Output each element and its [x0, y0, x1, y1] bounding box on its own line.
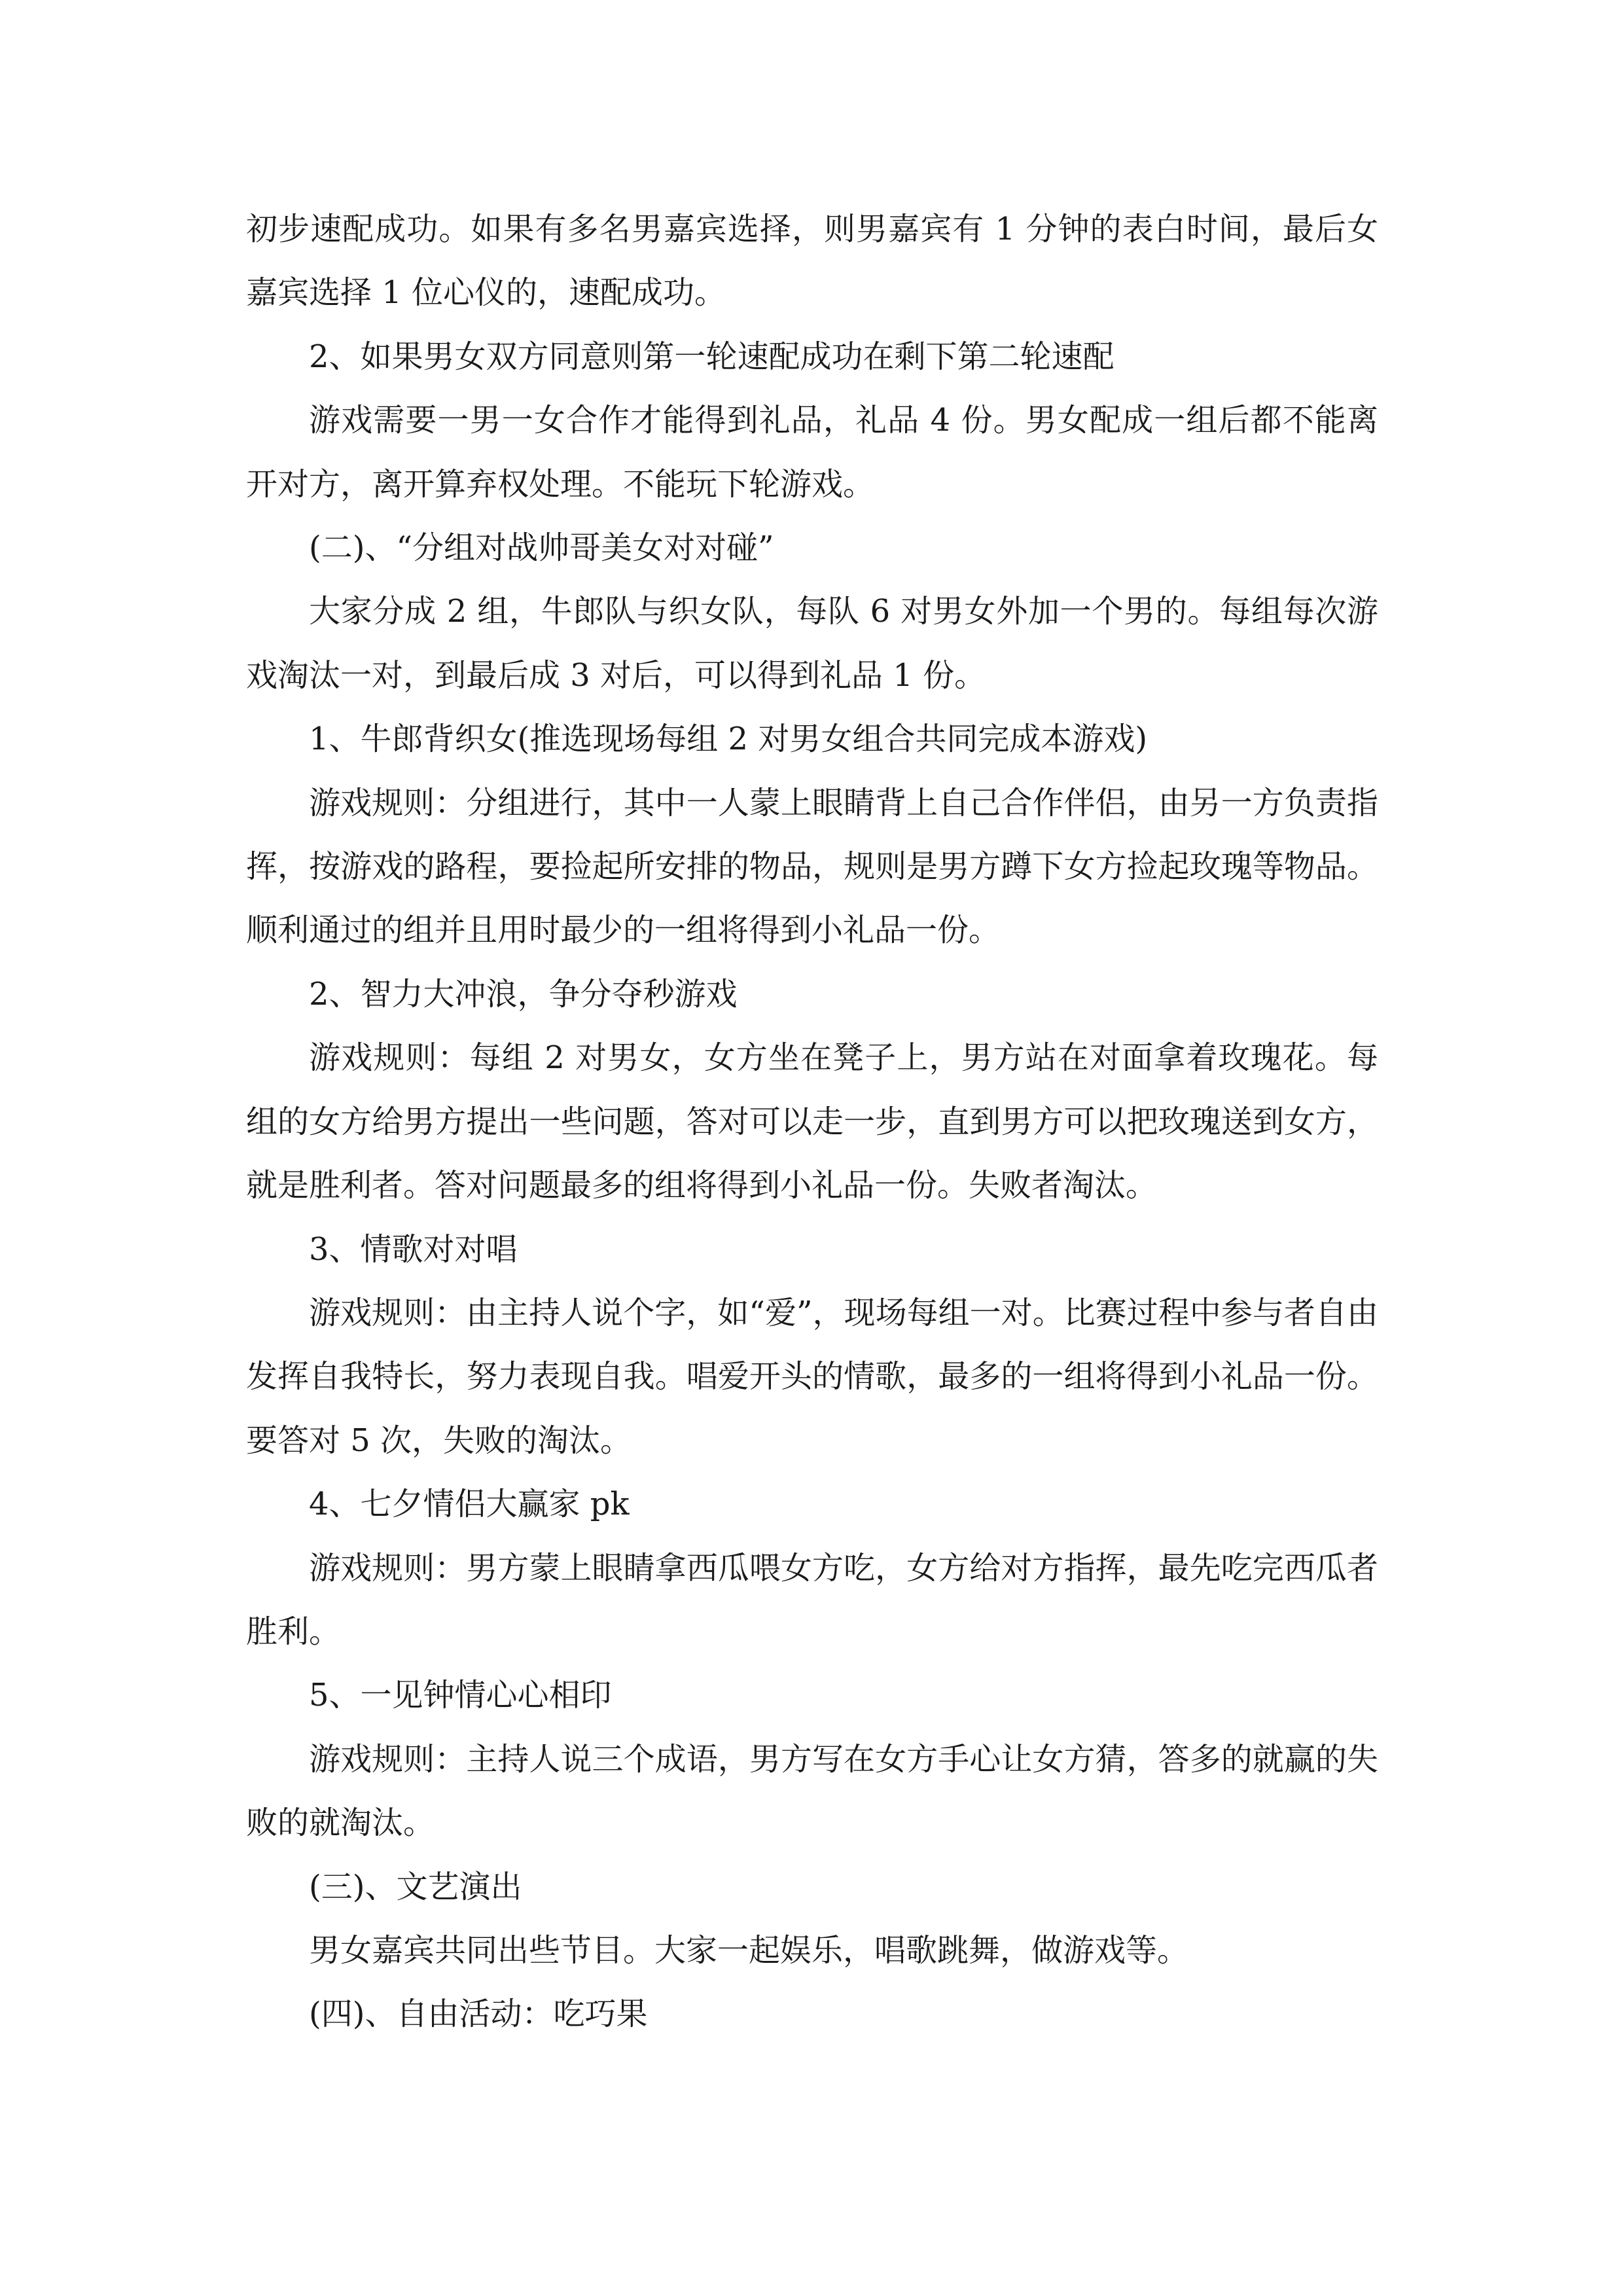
game-rule-4: 游戏规则：男方蒙上眼睛拿西瓜喂女方吃，女方给对方指挥，最先吃完西瓜者胜利。: [246, 1549, 1378, 1650]
game-title-1: 1、牛郎背织女(推选现场每组 2 对男女组合共同完成本游戏): [309, 721, 1148, 758]
game-title-4: 4、七夕情侣大赢家 pk: [309, 1486, 630, 1523]
paragraph-gift-rule: 游戏需要一男一女合作才能得到礼品，礼品 4 份。男女配成一组后都不能离开对方，离开算弃权处理。不能玩下轮游戏。: [246, 402, 1378, 503]
section-heading-2: (二)、“分组对战帅哥美女对对碰”: [309, 529, 774, 567]
game-title-2: 2、智力大冲浪，争分夺秒游戏: [309, 975, 738, 1013]
game-rule-2: 游戏规则：每组 2 对男女，女方坐在凳子上，男方站在对面拿着玫瑰花。每组的女方给男方提出一些问题，答对可以走一步，直到男方可以把玫瑰送到女方，就是胜利者。答对问题最多的组将得到小礼品一份。失败者淘汰。: [246, 1039, 1378, 1204]
game-rule-3: 游戏规则：由主持人说个字，如“爱”，现场每组一对。比赛过程中参与者自由发挥自我特长，努力表现自我。唱爱开头的情歌，最多的一组将得到小礼品一份。要答对 5 次，失败的淘汰。: [246, 1294, 1378, 1459]
game-title-3: 3、情歌对对唱: [309, 1230, 518, 1268]
paragraph-speed-match-result: 初步速配成功。如果有多名男嘉宾选择，则男嘉宾有 1 分钟的表白时间，最后女嘉宾选择 1 位心仪的，速配成功。: [246, 211, 1378, 312]
section-heading-4: (四)、自由活动：吃巧果: [309, 1996, 648, 2033]
section-heading-3: (三)、文艺演出: [309, 1868, 522, 1905]
paragraph-performance: 男女嘉宾共同出些节目。大家一起娱乐，唱歌跳舞，做游戏等。: [309, 1931, 1189, 1969]
game-rule-1: 游戏规则：分组进行，其中一人蒙上眼睛背上自己合作伴侣，由另一方负责指挥，按游戏的路程，要捡起所安排的物品，规则是男方蹲下女方捡起玫瑰等物品。顺利通过的组并且用时最少的一组将得到小礼品一份。: [246, 784, 1378, 949]
game-rule-5: 游戏规则：主持人说三个成语，男方写在女方手心让女方猜，答多的就赢的失败的就淘汰。: [246, 1740, 1378, 1842]
document-body: [246, 198, 1378, 2047]
item-2-second-round: 2、如果男女双方同意则第一轮速配成功在剩下第二轮速配: [309, 338, 1115, 375]
game-title-5: 5、一见钟情心心相印: [309, 1677, 612, 1714]
paragraph-team-split: 大家分成 2 组，牛郎队与织女队，每队 6 对男女外加一个男的。每组每次游戏淘汰一对，到最后成 3 对后，可以得到礼品 1 份。: [246, 593, 1378, 694]
